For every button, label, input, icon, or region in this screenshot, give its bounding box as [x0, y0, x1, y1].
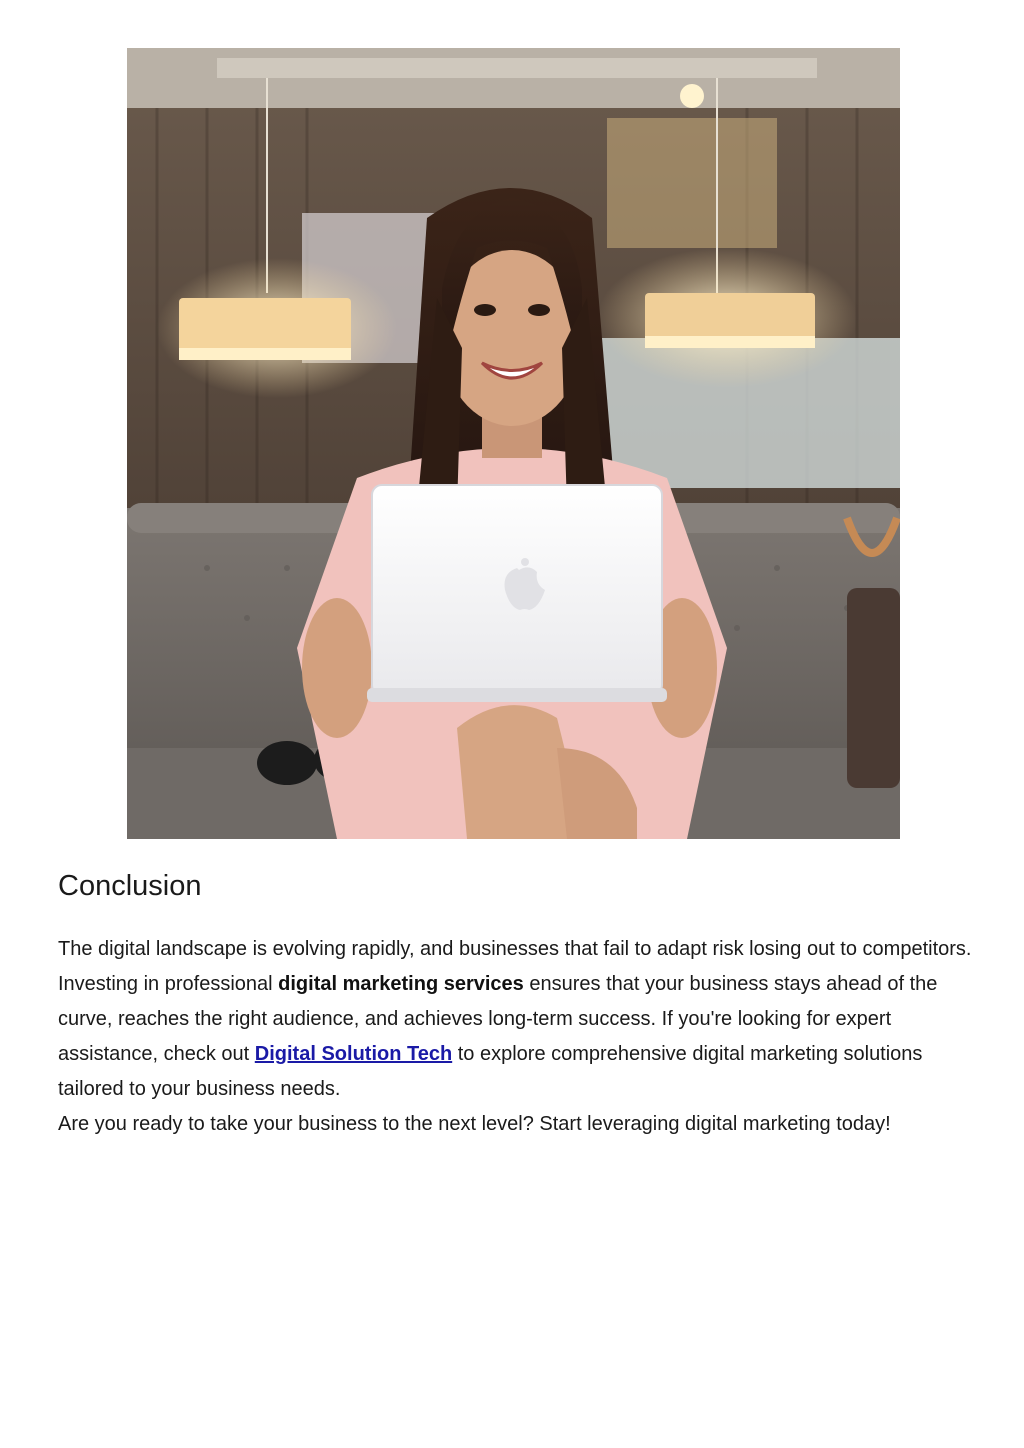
- paragraph-text-2: ensures that your business stays ahead of the curve, reaches the right audience, and achieves long-term success. If you're looking for expert assistance, check out: [58, 973, 938, 1065]
- section-heading: Conclusion: [58, 870, 202, 902]
- photo-woman-with-laptop-icon: [127, 48, 900, 839]
- bold-keyword: digital marketing services: [278, 973, 524, 995]
- paragraph-text-3: to explore comprehensive digital marketing solutions tailored to your business needs.: [58, 1043, 923, 1100]
- closing-paragraph: Are you ready to take your business to the next level? Start leveraging digital marketing today!: [58, 1113, 891, 1135]
- digital-solution-tech-link[interactable]: Digital Solution Tech: [254, 1043, 453, 1065]
- conclusion-body: [58, 932, 978, 1142]
- hero-photo: [127, 48, 900, 839]
- conclusion-paragraph: [58, 932, 978, 1107]
- paragraph-text-1: The digital landscape is evolving rapidly, and businesses that fail to adapt risk losing out to competitors. Investing in professional: [58, 938, 972, 995]
